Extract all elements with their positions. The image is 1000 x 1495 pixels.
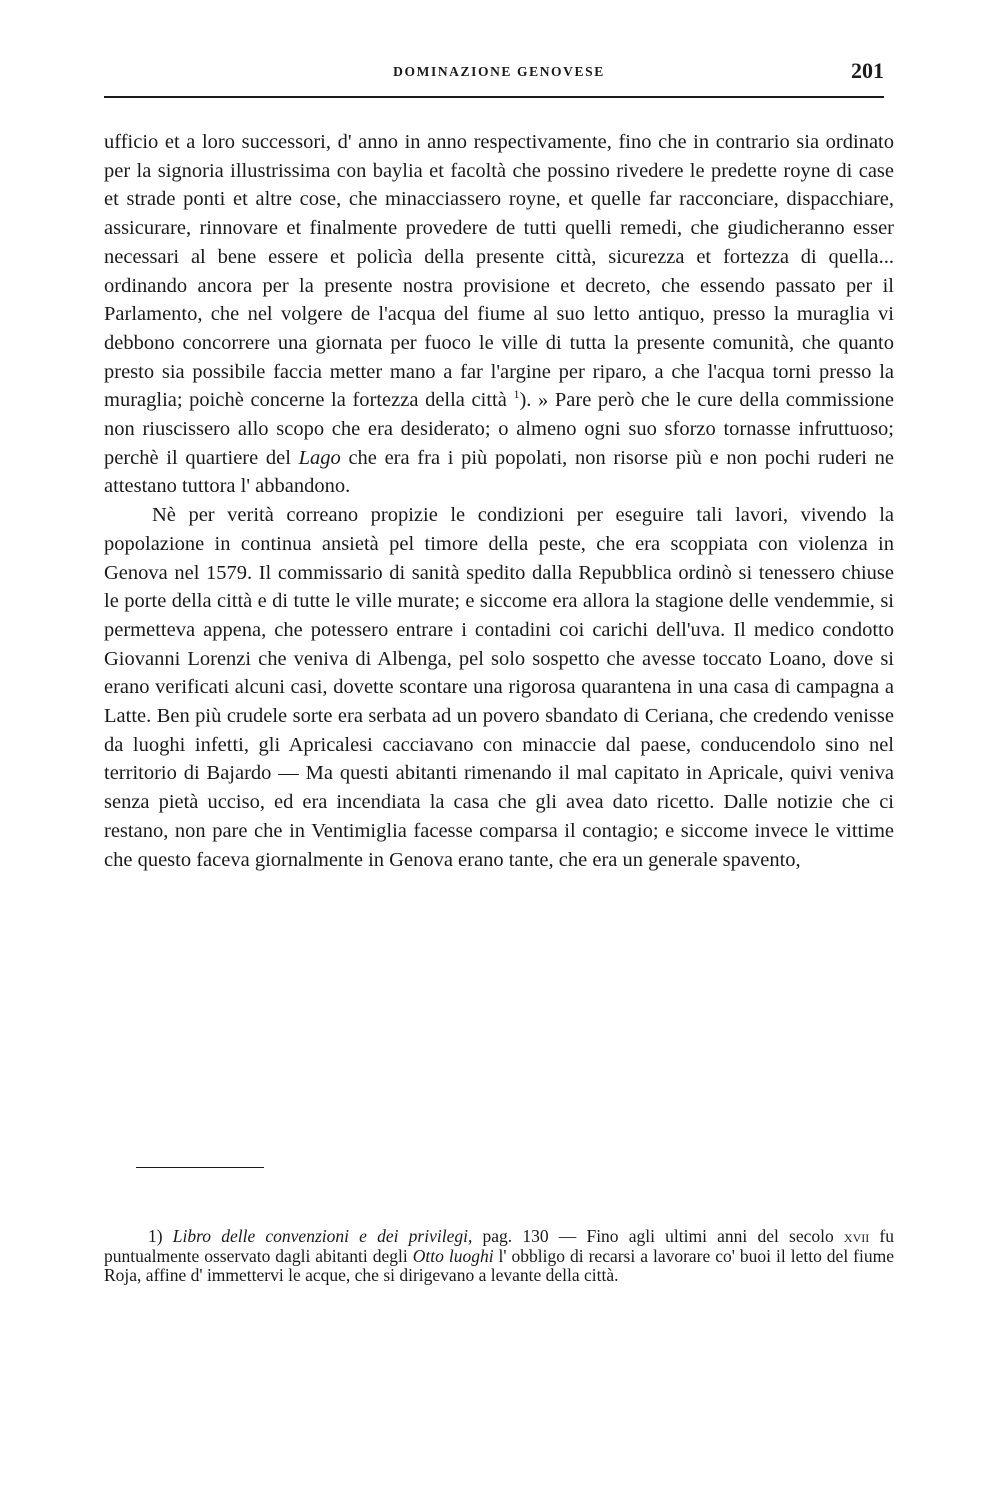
text-run: 1) [148,1226,173,1246]
footnote-ref: 1 [513,387,520,402]
text-run: fu puntualmente osservato dagli abitanti degli [104,1226,895,1266]
book-page [104,0,894,1495]
running-title: DOMINAZIONE GENOVESE [393,64,605,79]
paragraph [104,128,894,501]
paragraph [104,501,894,874]
running-head [104,58,894,90]
italic-text: Libro delle convenzioni e dei privilegi [172,1226,468,1246]
header-rule [104,96,884,98]
footnote [104,1227,894,1286]
text-run: ). » Pare però che le cure della commissione non riuscissero allo scopo che era desiderato; o almeno ogni suo sforzo tornasse infruttuoso; perchè il quartiere del [104,389,894,469]
body-text [104,128,894,874]
italic-text: Otto luoghi [412,1245,494,1266]
text-run: che era fra i più popolati, non risorse più e non pochi ruderi ne attestano tuttora l' abbandono. [104,446,894,498]
footnote-separator [136,1167,264,1168]
italic-text: Lago [298,446,341,469]
text-run: xvii [843,1226,870,1246]
text-run: Nè per verità correano propizie le condizioni per eseguire tali lavori, vivendo la popolazione in continua ansietà pel timore della peste, che era scoppiata con violenza in Genova nel 1579. Il commissario di sanità spedito dalla Repubblica ordinò si tenessero chiuse le porte della città e di tutte le ville murate; e siccome era allora la stagione delle vendemmie, si permetteva appena, che potessero entrare i contadini coi carichi dell'uva. Il medico condotto Giovanni Lorenzi che veniva di Albenga, pel solo sospetto che avesse toccato Loano, dove si erano verificati alcuni casi, dovette scontare una rigorosa quarantena in una casa di campagna a Latte. Ben più crudele sorte era serbata ad un povero sbandato di Ceriana, che credendo venisse da luoghi infetti, gli Apricalesi cacciavano con minaccie dal paese, conducendolo sino nel territorio di Bajardo — Ma questi abitanti rimenando il mal capitato in Apricale, quivi veniva senza pietà ucciso, ed era incendiata la casa che gli avea dato ricetto. Dalle notizie che ci restano, non pare che in Ventimiglia facesse comparsa il contagio; e siccome invece le vittime che questo faceva giornalmente in Genova erano tante, che era un generale spavento, [104,504,894,871]
text-run: ufficio et a loro successori, d' anno in anno respectivamente, fino che in contrario sia ordinato per la signoria illustrissima con baylia et facoltà che possino rivedere le predette royne di case et strade ponti et altre cose, che minacciassero royne, et quelle far racconciare, dispacchiare, assicurare, rinnovare et finalmente provedere de tutti quelli remedi, che giudicheranno esser necessari al bene essere et policìa della presente città, sicurezza et fortezza di quella... ordinando ancora per la presente nostra provisione et decreto, che essendo passato per il Parlamento, che nel volgere de l'acqua del fiume al suo letto antiquo, presso la muraglia vi debbono concorrere una giornata per fuoco le ville di tutta la presente comunità, che quanto presto sia possibile faccia metter mano a far l'argine per riparo, a che l'acqua torni presso la muraglia; poichè concerne la fortezza della città [104,131,894,412]
text-run: , pag. 130 — Fino agli ultimi anni del secolo [467,1226,844,1246]
footnotes [104,1227,894,1286]
page-number: 201 [851,58,884,83]
text-run: l' obbligo di recarsi a lavorare co' buoi il letto del fiume Roja, affine d' immettervi le acque, che si dirigevano a levante della città. [104,1245,894,1286]
